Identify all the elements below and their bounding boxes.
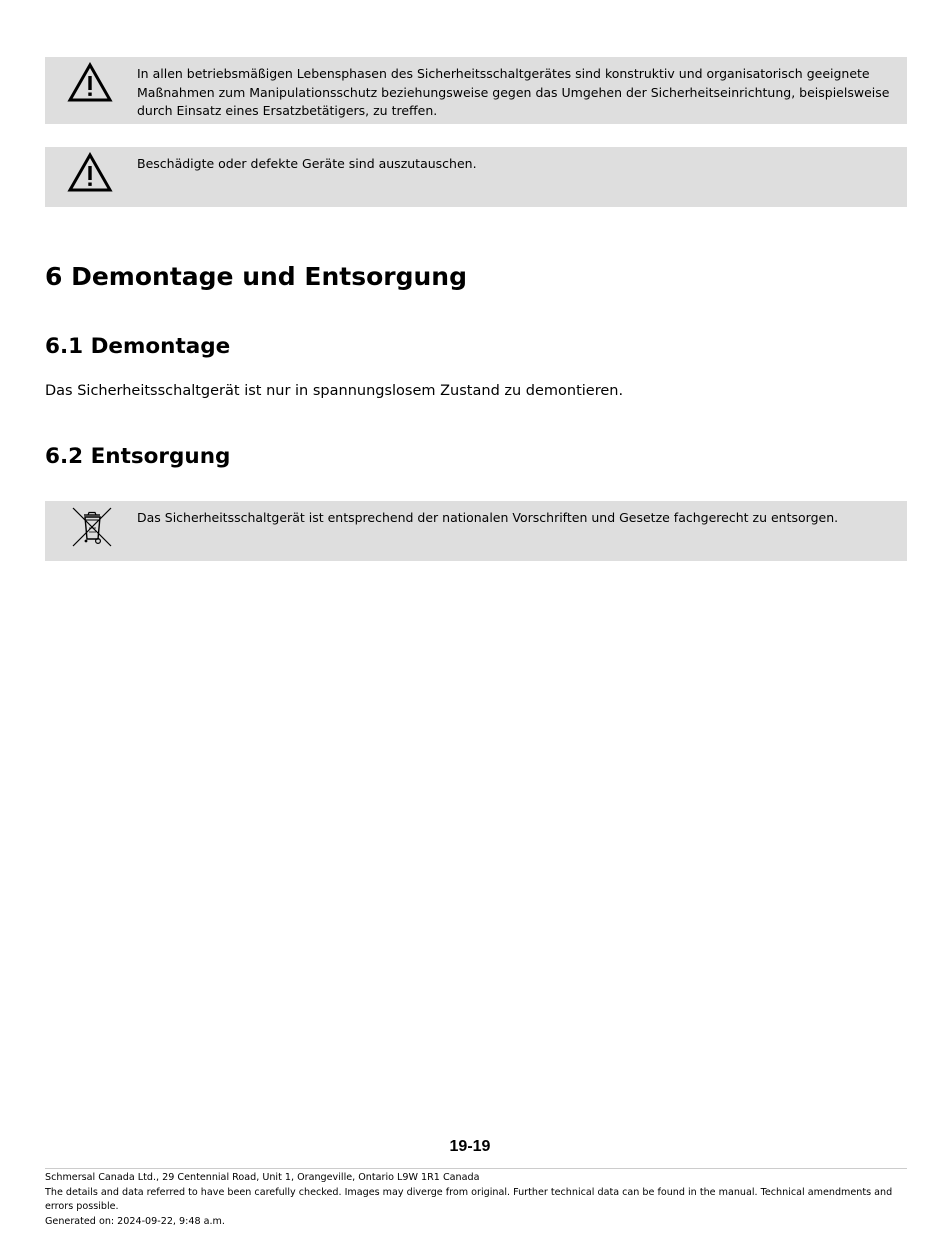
notice-text: Beschädigte oder defekte Geräte sind auszutauschen. xyxy=(137,156,477,171)
warning-triangle-icon xyxy=(67,152,113,194)
notice-text: Das Sicherheitsschaltgerät ist entsprechend der nationalen Vorschriften und Gesetze fachgerecht zu entsorgen. xyxy=(137,510,839,525)
footer-generated-date: Generated on: 2024-09-22, 9:48 a.m. xyxy=(45,1215,225,1227)
notice-text: In allen betriebsmäßigen Lebensphasen des Sicherheitsschaltgerätes sind konstruktiv und organisatorisch geeignete Maßnahmen zum Manipulationsschutz beziehungsweise gegen das Umgehen der Sicherheitseinrichtung, beispielsweise durch Einsatz eines Ersatzbetätigers, zu treffen. xyxy=(137,66,890,118)
page-number: 19-19 xyxy=(449,1138,491,1155)
crossed-out-wheelie-bin-icon xyxy=(71,506,113,548)
section-heading: 6 Demontage und Entsorgung xyxy=(45,262,467,291)
subsection-heading-entsorgung: 6.2 Entsorgung xyxy=(45,444,231,469)
subsection-heading-demontage: 6.1 Demontage xyxy=(45,334,231,359)
footer-divider xyxy=(45,1168,907,1169)
warning-notice xyxy=(45,57,907,124)
footer-disclaimer: The details and data referred to have been carefully checked. Images may diverge from original. Further technical data can be found in the manual. Technical amendments and errors possible. xyxy=(45,1186,893,1212)
disposal-notice xyxy=(45,501,907,561)
warning-triangle-icon xyxy=(67,62,113,104)
footer-address: Schmersal Canada Ltd., 29 Centennial Road, Unit 1, Orangeville, Ontario L9W 1R1 Canada xyxy=(45,1172,480,1183)
warning-notice xyxy=(45,147,907,207)
demontage-paragraph: Das Sicherheitsschaltgerät ist nur in spannungslosem Zustand zu demontieren. xyxy=(45,383,624,399)
footer xyxy=(45,1171,907,1229)
